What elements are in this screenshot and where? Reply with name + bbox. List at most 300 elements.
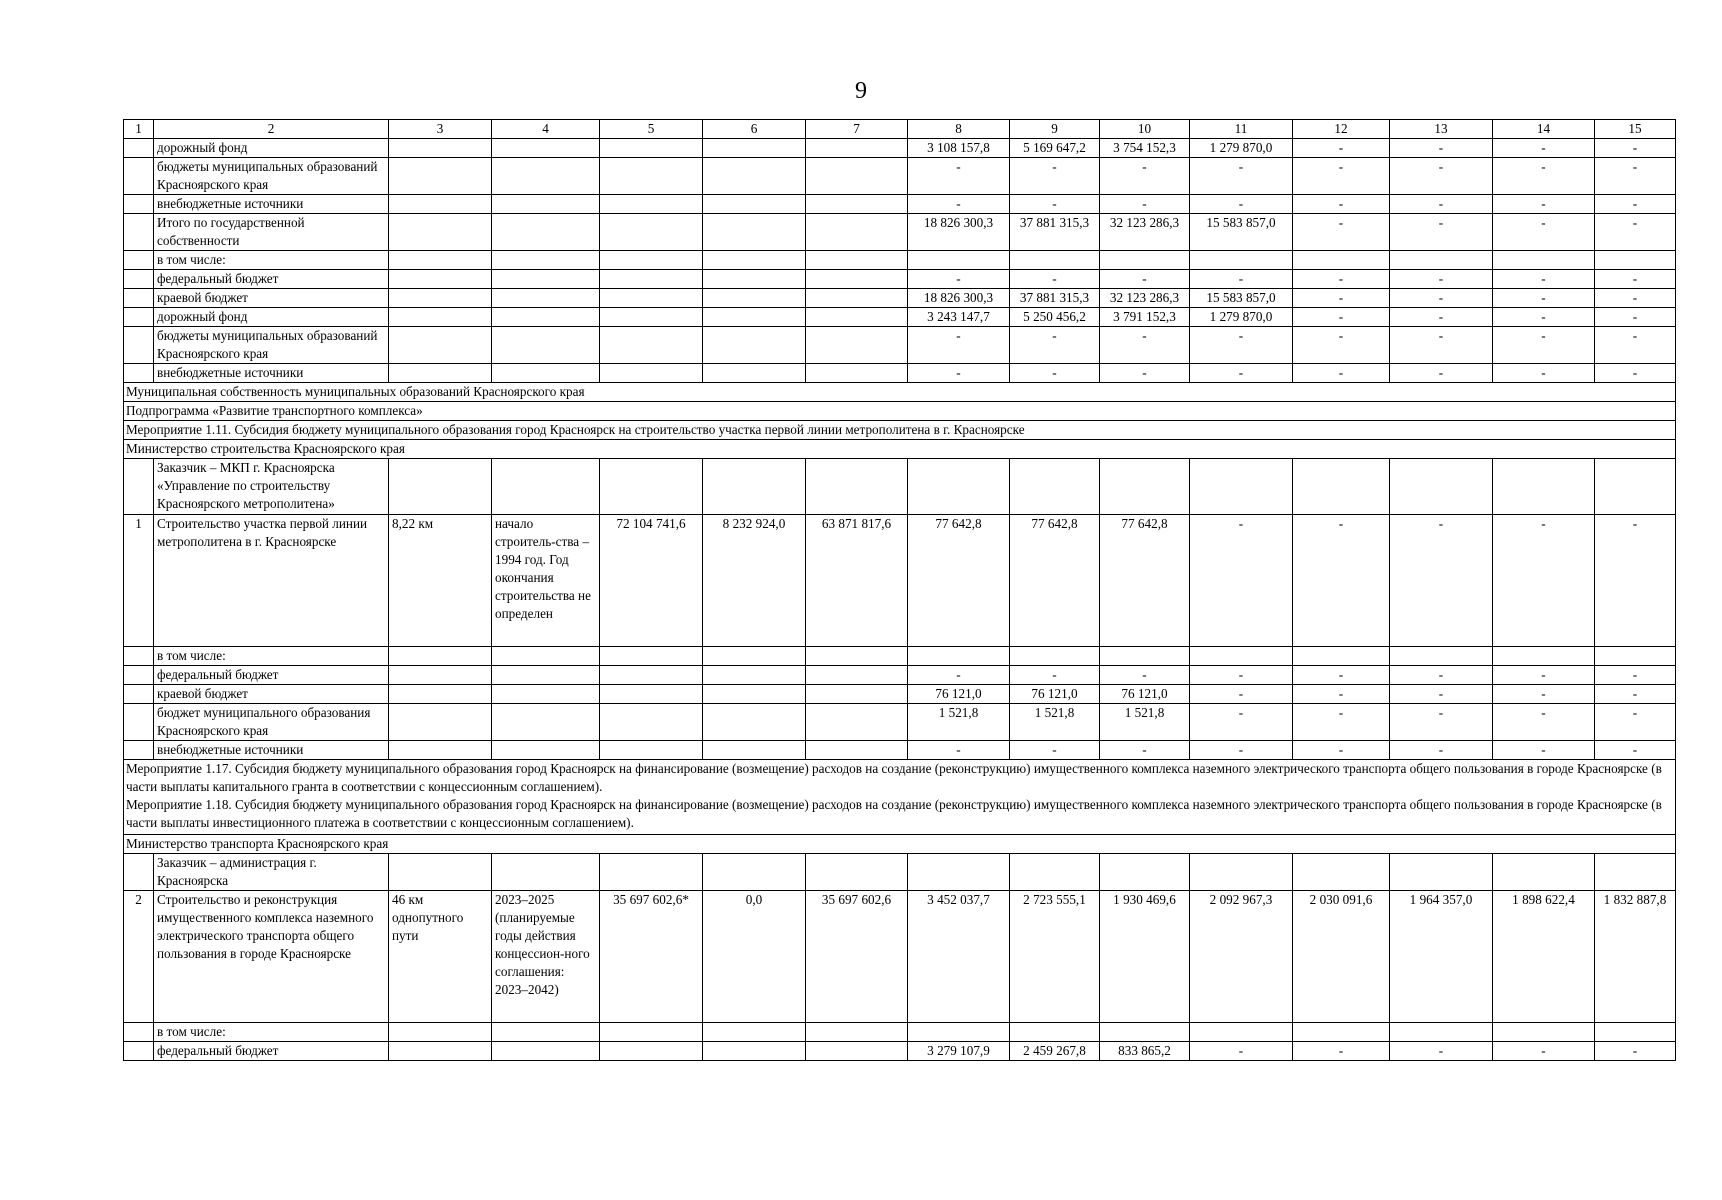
measure-description: Мероприятие 1.17. Субсидия бюджету муниципального образования город Красноярск на финансирование (возмещение) расходов на создание (реконструкцию) имущественного комплекса наземного электрического транспорта общего пользования в городе Красноярске (в части выплаты капитального гранта в соответствии с концессионным соглашением). (126, 761, 1662, 794)
value-cell (600, 685, 703, 704)
row-label-cell: краевой бюджет (154, 685, 389, 704)
value-cell (1190, 459, 1293, 515)
value-cell: 1 279 870,0 (1190, 139, 1293, 158)
row-info-cell (492, 289, 600, 308)
value-cell: - (1190, 327, 1293, 364)
value-cell (1595, 854, 1676, 891)
row-info-cell (389, 647, 492, 666)
value-cell (600, 1023, 703, 1042)
value-cell (703, 308, 806, 327)
value-cell (1390, 854, 1493, 891)
row-label-cell: дорожный фонд (154, 139, 389, 158)
value-cell: - (1293, 666, 1390, 685)
value-cell: 77 642,8 (908, 515, 1010, 647)
row-number-cell (124, 289, 154, 308)
value-cell: - (1100, 195, 1190, 214)
value-cell: - (908, 666, 1010, 685)
row-number-cell (124, 158, 154, 195)
value-cell: - (1390, 1042, 1493, 1061)
row-info-cell: начало строитель-ства – 1994 год. Год окончания строительства не определен (492, 515, 600, 647)
value-cell (1293, 854, 1390, 891)
row-number-cell (124, 327, 154, 364)
value-cell: - (1595, 685, 1676, 704)
row-info-cell (492, 327, 600, 364)
table-row (124, 704, 1676, 741)
row-info-cell (389, 704, 492, 741)
row-info-cell (389, 685, 492, 704)
row-info-cell (389, 308, 492, 327)
value-cell: 1 964 357,0 (1390, 891, 1493, 1023)
value-cell: 76 121,0 (1100, 685, 1190, 704)
value-cell: - (1595, 515, 1676, 647)
row-number-cell (124, 1023, 154, 1042)
value-cell (806, 685, 908, 704)
value-cell (1390, 251, 1493, 270)
value-cell (703, 327, 806, 364)
value-cell (1293, 251, 1390, 270)
row-info-cell (492, 459, 600, 515)
column-header: 2 (154, 120, 389, 139)
value-cell (806, 459, 908, 515)
value-cell: - (1595, 289, 1676, 308)
value-cell (806, 704, 908, 741)
value-cell: - (1293, 364, 1390, 383)
value-cell: 35 697 602,6 (806, 891, 908, 1023)
table-row (124, 1023, 1676, 1042)
row-info-cell (389, 1042, 492, 1061)
value-cell: 37 881 315,3 (1010, 289, 1100, 308)
value-cell: - (1390, 685, 1493, 704)
value-cell: 1 521,8 (908, 704, 1010, 741)
value-cell (1493, 647, 1595, 666)
value-cell: - (1100, 741, 1190, 760)
table-row (124, 139, 1676, 158)
row-label-cell: в том числе: (154, 1023, 389, 1042)
table-row (124, 647, 1676, 666)
row-number-cell (124, 364, 154, 383)
value-cell: - (908, 327, 1010, 364)
value-cell: 3 452 037,7 (908, 891, 1010, 1023)
value-cell: - (1493, 195, 1595, 214)
value-cell: - (1293, 685, 1390, 704)
value-cell: 2 092 967,3 (1190, 891, 1293, 1023)
value-cell (703, 139, 806, 158)
value-cell: 3 279 107,9 (908, 1042, 1010, 1061)
value-cell: - (1293, 158, 1390, 195)
value-cell (703, 158, 806, 195)
value-cell: - (1493, 666, 1595, 685)
table-row (124, 685, 1676, 704)
row-number-cell (124, 214, 154, 251)
row-label-cell: внебюджетные источники (154, 364, 389, 383)
value-cell: 18 826 300,3 (908, 289, 1010, 308)
row-label-cell: федеральный бюджет (154, 270, 389, 289)
row-info-cell (389, 251, 492, 270)
value-cell: - (1493, 270, 1595, 289)
row-info-cell: 46 км однопутного пути (389, 891, 492, 1023)
row-label-cell: Заказчик – МКП г. Красноярска «Управление по строительству Красноярского метрополитена» (154, 459, 389, 515)
value-cell: - (1595, 308, 1676, 327)
table-row (124, 158, 1676, 195)
value-cell (600, 158, 703, 195)
value-cell (703, 741, 806, 760)
row-info-cell (492, 647, 600, 666)
value-cell: - (1190, 685, 1293, 704)
value-cell: 37 881 315,3 (1010, 214, 1100, 251)
row-number-cell (124, 854, 154, 891)
row-number-cell (124, 195, 154, 214)
value-cell: - (1493, 685, 1595, 704)
column-header: 1 (124, 120, 154, 139)
value-cell (1190, 647, 1293, 666)
table-row (124, 251, 1676, 270)
row-number-cell (124, 308, 154, 327)
value-cell: - (1293, 704, 1390, 741)
table-row (124, 835, 1676, 854)
table-header-row (124, 120, 1676, 139)
table-row (124, 308, 1676, 327)
value-cell (600, 647, 703, 666)
value-cell: 76 121,0 (908, 685, 1010, 704)
value-cell (1390, 1023, 1493, 1042)
value-cell: - (1390, 515, 1493, 647)
row-info-cell (492, 704, 600, 741)
value-cell (1010, 647, 1100, 666)
row-info-cell (389, 270, 492, 289)
value-cell: - (1493, 704, 1595, 741)
value-cell: - (1010, 195, 1100, 214)
table-row (124, 760, 1676, 835)
value-cell (703, 289, 806, 308)
value-cell: - (1390, 270, 1493, 289)
row-info-cell (492, 308, 600, 327)
value-cell: 77 642,8 (1010, 515, 1100, 647)
value-cell: - (1493, 308, 1595, 327)
value-cell: - (1493, 364, 1595, 383)
value-cell: - (1293, 289, 1390, 308)
value-cell: - (1390, 139, 1493, 158)
value-cell (703, 214, 806, 251)
value-cell (1293, 459, 1390, 515)
row-label-cell: федеральный бюджет (154, 1042, 389, 1061)
value-cell: 1 898 622,4 (1493, 891, 1595, 1023)
value-cell: - (1390, 704, 1493, 741)
value-cell: 2 723 555,1 (1010, 891, 1100, 1023)
value-cell: 1 832 887,8 (1595, 891, 1676, 1023)
value-cell: - (1293, 139, 1390, 158)
table-row (124, 383, 1676, 402)
value-cell (806, 251, 908, 270)
value-cell (1190, 854, 1293, 891)
value-cell: - (1595, 1042, 1676, 1061)
value-cell (600, 289, 703, 308)
row-label-cell: в том числе: (154, 251, 389, 270)
table-row (124, 214, 1676, 251)
row-info-cell (492, 1042, 600, 1061)
value-cell: - (1595, 741, 1676, 760)
table-row (124, 364, 1676, 383)
row-label-cell: Строительство участка первой линии метрополитена в г. Красноярске (154, 515, 389, 647)
row-label-cell: федеральный бюджет (154, 666, 389, 685)
row-number-cell (124, 666, 154, 685)
value-cell: - (1595, 666, 1676, 685)
section-heading: Министерство транспорта Красноярского края (124, 835, 1676, 854)
value-cell (600, 1042, 703, 1061)
value-cell (908, 251, 1010, 270)
row-label-cell: Строительство и реконструкция имущественного комплекса наземного электрического транспорта общего пользования в городе Красноярске (154, 891, 389, 1023)
value-cell: 8 232 924,0 (703, 515, 806, 647)
value-cell: - (1100, 666, 1190, 685)
value-cell: - (1595, 327, 1676, 364)
column-header: 13 (1390, 120, 1493, 139)
value-cell (600, 741, 703, 760)
value-cell: - (1190, 158, 1293, 195)
value-cell (806, 270, 908, 289)
row-info-cell (492, 251, 600, 270)
column-header: 3 (389, 120, 492, 139)
table-row (124, 515, 1676, 647)
value-cell (908, 459, 1010, 515)
column-header: 12 (1293, 120, 1390, 139)
value-cell: - (1595, 704, 1676, 741)
row-label-cell: внебюджетные источники (154, 741, 389, 760)
value-cell (1595, 459, 1676, 515)
row-info-cell (389, 214, 492, 251)
value-cell (703, 1042, 806, 1061)
budget-table (123, 119, 1676, 1061)
value-cell: - (1390, 214, 1493, 251)
value-cell (806, 308, 908, 327)
value-cell: - (1390, 158, 1493, 195)
value-cell: - (1493, 741, 1595, 760)
value-cell: - (1595, 139, 1676, 158)
value-cell: 72 104 741,6 (600, 515, 703, 647)
value-cell: 18 826 300,3 (908, 214, 1010, 251)
value-cell: - (908, 158, 1010, 195)
column-header: 14 (1493, 120, 1595, 139)
row-info-cell: 8,22 км (389, 515, 492, 647)
value-cell: - (1493, 214, 1595, 251)
value-cell: 63 871 817,6 (806, 515, 908, 647)
row-label-cell: краевой бюджет (154, 289, 389, 308)
row-info-cell (389, 666, 492, 685)
value-cell (1100, 251, 1190, 270)
column-header: 6 (703, 120, 806, 139)
value-cell: - (1100, 364, 1190, 383)
value-cell: - (1293, 270, 1390, 289)
column-header: 9 (1010, 120, 1100, 139)
column-header: 4 (492, 120, 600, 139)
table-row (124, 741, 1676, 760)
value-cell: - (1595, 364, 1676, 383)
row-label-cell: бюджеты муниципальных образований Красноярского края (154, 327, 389, 364)
value-cell (1100, 854, 1190, 891)
row-info-cell (492, 741, 600, 760)
value-cell (600, 459, 703, 515)
value-cell: - (1100, 270, 1190, 289)
value-cell: - (1190, 270, 1293, 289)
value-cell (1010, 1023, 1100, 1042)
value-cell: - (1010, 666, 1100, 685)
value-cell: - (1293, 515, 1390, 647)
row-number-cell (124, 647, 154, 666)
value-cell (1100, 647, 1190, 666)
row-info-cell (389, 289, 492, 308)
value-cell (600, 704, 703, 741)
column-header: 7 (806, 120, 908, 139)
value-cell (703, 459, 806, 515)
row-info-cell (389, 139, 492, 158)
value-cell: 3 791 152,3 (1100, 308, 1190, 327)
row-info-cell (492, 158, 600, 195)
value-cell (1595, 1023, 1676, 1042)
row-info-cell (492, 364, 600, 383)
value-cell: - (1100, 158, 1190, 195)
value-cell: - (1390, 308, 1493, 327)
value-cell: - (1493, 1042, 1595, 1061)
table-row (124, 402, 1676, 421)
value-cell (806, 195, 908, 214)
value-cell (806, 158, 908, 195)
row-info-cell (492, 685, 600, 704)
value-cell: - (1390, 666, 1493, 685)
value-cell (1595, 251, 1676, 270)
value-cell (908, 854, 1010, 891)
row-label-cell: дорожный фонд (154, 308, 389, 327)
value-cell (703, 1023, 806, 1042)
value-cell: - (1595, 195, 1676, 214)
row-number-cell (124, 704, 154, 741)
value-cell: 3 754 152,3 (1100, 139, 1190, 158)
value-cell (1493, 854, 1595, 891)
row-number-cell: 2 (124, 891, 154, 1023)
value-cell: 1 521,8 (1100, 704, 1190, 741)
value-cell (600, 854, 703, 891)
value-cell (600, 666, 703, 685)
row-info-cell (389, 1023, 492, 1042)
row-info-cell (492, 666, 600, 685)
value-cell (806, 327, 908, 364)
value-cell: 15 583 857,0 (1190, 214, 1293, 251)
value-cell (600, 308, 703, 327)
value-cell: - (1190, 1042, 1293, 1061)
table-row (124, 440, 1676, 459)
value-cell: - (1390, 364, 1493, 383)
table-row (124, 289, 1676, 308)
row-label-cell: Заказчик – администрация г. Красноярска (154, 854, 389, 891)
value-cell (806, 666, 908, 685)
value-cell: - (1010, 158, 1100, 195)
table-row (124, 666, 1676, 685)
table-row (124, 1042, 1676, 1061)
value-cell (600, 327, 703, 364)
value-cell: - (1390, 195, 1493, 214)
value-cell (1010, 854, 1100, 891)
row-label-cell: бюджеты муниципальных образований Красноярского края (154, 158, 389, 195)
section-heading: Подпрограмма «Развитие транспортного комплекса» (124, 402, 1676, 421)
value-cell (600, 214, 703, 251)
table-row (124, 459, 1676, 515)
value-cell: 833 865,2 (1100, 1042, 1190, 1061)
value-cell: - (1493, 158, 1595, 195)
column-header: 10 (1100, 120, 1190, 139)
value-cell (806, 139, 908, 158)
value-cell: 32 123 286,3 (1100, 289, 1190, 308)
row-info-cell (492, 270, 600, 289)
value-cell: - (1010, 741, 1100, 760)
value-cell: - (1595, 214, 1676, 251)
row-info-cell (492, 214, 600, 251)
value-cell: - (1493, 515, 1595, 647)
value-cell (806, 289, 908, 308)
value-cell: - (1190, 666, 1293, 685)
value-cell (703, 854, 806, 891)
value-cell (703, 251, 806, 270)
section-heading: Мероприятие 1.11. Субсидия бюджету муниципального образования город Красноярск на строительство участка первой линии метрополитена в г. Красноярске (124, 421, 1676, 440)
value-cell: 1 279 870,0 (1190, 308, 1293, 327)
column-header: 8 (908, 120, 1010, 139)
value-cell: 76 121,0 (1010, 685, 1100, 704)
value-cell: - (1293, 741, 1390, 760)
value-cell: - (1190, 741, 1293, 760)
value-cell (703, 647, 806, 666)
value-cell (703, 704, 806, 741)
value-cell: 1 930 469,6 (1100, 891, 1190, 1023)
table-row (124, 854, 1676, 891)
row-info-cell (492, 854, 600, 891)
value-cell: - (1293, 327, 1390, 364)
column-header: 15 (1595, 120, 1676, 139)
row-label-cell: внебюджетные источники (154, 195, 389, 214)
value-cell: - (1390, 741, 1493, 760)
page-number: 9 (855, 78, 867, 104)
value-cell: - (908, 270, 1010, 289)
value-cell (600, 195, 703, 214)
value-cell: - (1190, 704, 1293, 741)
row-info-cell: 2023–2025 (планируемые годы действия концессион-ного соглашения: 2023–2042) (492, 891, 600, 1023)
row-info-cell (389, 158, 492, 195)
value-cell: - (1190, 364, 1293, 383)
value-cell (600, 364, 703, 383)
value-cell (600, 139, 703, 158)
row-info-cell (389, 327, 492, 364)
value-cell (600, 251, 703, 270)
value-cell: - (1190, 515, 1293, 647)
row-number-cell (124, 1042, 154, 1061)
value-cell (1190, 1023, 1293, 1042)
value-cell: 77 642,8 (1100, 515, 1190, 647)
value-cell (1493, 459, 1595, 515)
row-info-cell (492, 1023, 600, 1042)
column-header: 5 (600, 120, 703, 139)
value-cell (1293, 1023, 1390, 1042)
value-cell: 35 697 602,6* (600, 891, 703, 1023)
row-number-cell (124, 251, 154, 270)
value-cell (1390, 459, 1493, 515)
value-cell (806, 854, 908, 891)
value-cell (806, 1023, 908, 1042)
value-cell: - (1595, 158, 1676, 195)
value-cell (1190, 251, 1293, 270)
value-cell: - (1595, 270, 1676, 289)
row-info-cell (389, 459, 492, 515)
value-cell: 2 030 091,6 (1293, 891, 1390, 1023)
value-cell: 3 243 147,7 (908, 308, 1010, 327)
value-cell (908, 647, 1010, 666)
row-number-cell: 1 (124, 515, 154, 647)
value-cell: - (1100, 327, 1190, 364)
value-cell (1493, 1023, 1595, 1042)
